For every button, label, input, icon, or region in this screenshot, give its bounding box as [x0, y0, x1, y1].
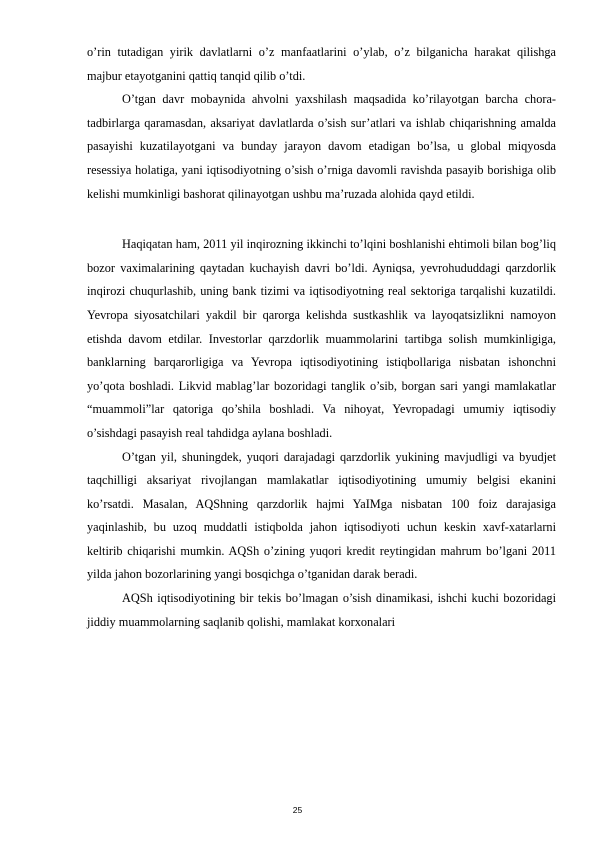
- paragraph-2: O’tgan davr mobaynida ahvolni yaxshilash maqsadida ko’rilayotgan barcha chora-tadbirlarga qaramasdan, aksariyat davlatlarda o’sish sur’atlari va ishlab chiqarishning amalda pasayishi kuzatilayotgani va bunday jarayon davom etadigan bo’lsa, u global miqyosda resessiya holatiga, yani iqtisodiyotning o’sish o’rniga davomli ravishda pasayib borishiga olib kelishi mumkinligi bashorat qilinayotgan ushbu ma’ruzada alohida qayd etildi.: [87, 92, 556, 201]
- paragraph-1: o’rin tutadigan yirik davlatlarni o’z manfaatlarini o’ylab, o’z bilganicha harakat qilishga majbur etayotganini qattiq tanqid qilib o’tdi.: [87, 45, 556, 83]
- page-number: 25: [292, 805, 303, 815]
- paragraph-4: O’tgan yil, shuningdek, yuqori darajadagi qarzdorlik yukining mavjudligi va byudjet taqchilligi aksariyat rivojlangan mamlakatlar iqtisodiyotining umumiy belgisi ekanini ko’rsatdi. Masalan, AQShning qarzdorlik hajmi YaIMga nisbatan 100 foiz darajasiga yaqinlashib, bu uzoq muddatli istiqbolda jahon iqtisodiyoti uchun keskin xavf-xatarlarni keltirib chiqarishi mumkin. AQSh o’zining yuqori kredit reytingidan mahrum bo’lgani 2011 yilda jahon bozorlarining yangi bosqichga o’tganidan darak beradi.: [87, 449, 556, 582]
- paragraph-3: Haqiqatan ham, 2011 yil inqirozning ikkinchi to’lqini boshlanishi ehtimoli bilan bog’liq bozor vaximalarining qaytadan kuchayish davri bo’ldi. Ayniqsa, yevrohududdagi qarzdorlik inqirozi chuqurlashib, uning bank tizimi va iqtisodiyotning real sektoriga tarqalishi kuzatildi. Yevropa siyosatchilari yakdil bir qarorga kelishda sustkashlik va layoqatsizlikni namoyon etishda davom etdilar. Investorlar qarzdorlik muammolarini tartibga solish mumkinligiga, banklarning barqarorligiga va Yevropa iqtisodiyotining istiqbollariga nisbatan ishonchni yo’qota boshladi. Likvid mablag’lar bozoridagi tanglik o’sib, borgan sari yangi mamlakatlar “muammoli”lar qatoriga qo’shila boshladi. Va nihoyat, Yevropadagi umumiy iqtisodiy o’sishdagi pasayish real tahdidga aylana boshladi.: [87, 237, 556, 440]
- paragraph-gap: [87, 206, 556, 233]
- document-page: [87, 41, 556, 634]
- paragraph-5: AQSh iqtisodiyotining bir tekis bo’lmagan o’sish dinamikasi, ishchi kuchi bozoridagi jiddiy muammolarning saqlanib qolishi, mamlakat korxonalari: [87, 591, 556, 629]
